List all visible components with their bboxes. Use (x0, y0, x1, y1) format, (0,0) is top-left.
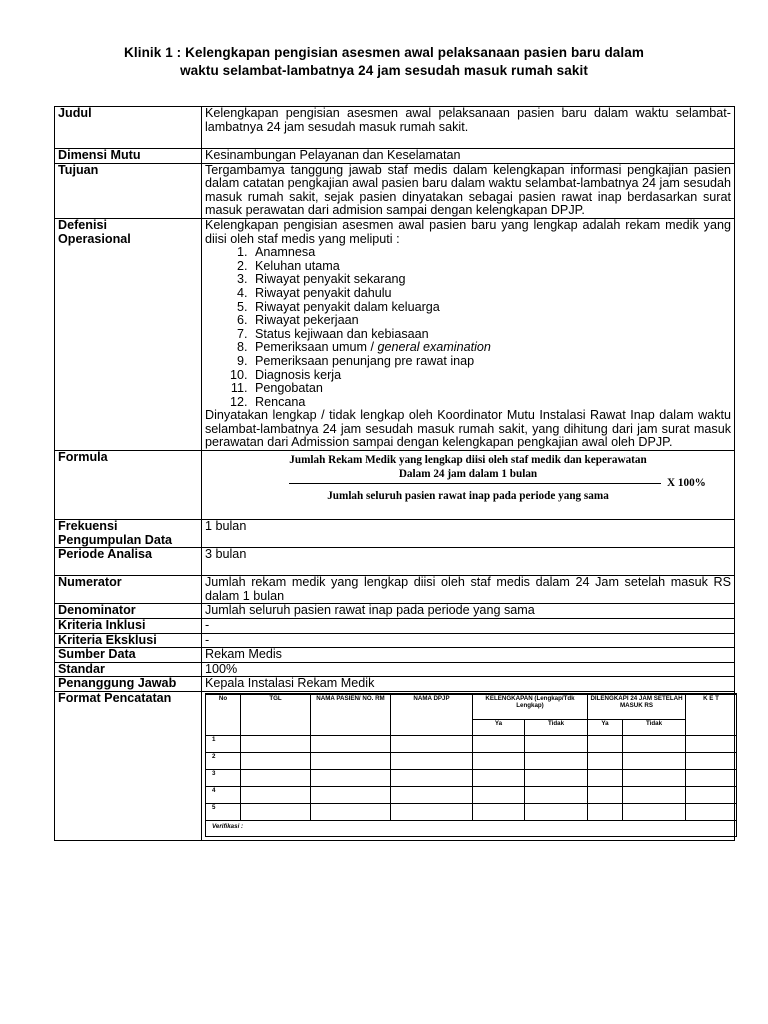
label-formula: Formula (55, 451, 202, 520)
table-cell (686, 787, 737, 804)
table-cell (391, 804, 473, 821)
table-cell (241, 787, 311, 804)
row-standar (55, 662, 735, 677)
table-cell (311, 753, 391, 770)
table-cell (686, 736, 737, 753)
list-item: 3. Riwayat penyakit sekarang (251, 273, 731, 287)
label-denominator: Denominator (55, 604, 202, 619)
table-cell (623, 787, 686, 804)
list-item: 11. Pengobatan (251, 382, 731, 396)
table-cell (473, 736, 525, 753)
label-kriteria-eksklusi: Kriteria Eksklusi (55, 633, 202, 648)
table-cell (623, 770, 686, 787)
table-cell (588, 736, 623, 753)
value-numerator: Jumlah rekam medik yang lengkap diisi oleh staf medis dalam 24 Jam setelah masuk RS dalam 1 bulan (202, 576, 735, 604)
table-cell (473, 787, 525, 804)
value-dimensi-mutu: Kesinambungan Pelayanan dan Keselamatan (202, 149, 735, 164)
value-kriteria-eksklusi: - (202, 633, 735, 648)
table-row (206, 770, 737, 787)
list-item: 9. Pemeriksaan penunjang pre rawat inap (251, 355, 731, 369)
list-item: 5. Riwayat penyakit dalam keluarga (251, 301, 731, 315)
table-row (206, 804, 737, 821)
label-definisi-line-2: Operasional (58, 231, 131, 246)
value-penanggung-jawab: Kepala Instalasi Rekam Medik (202, 677, 735, 692)
table-cell (241, 804, 311, 821)
label-standar: Standar (55, 662, 202, 677)
table-cell (525, 736, 588, 753)
label-frekuensi-line-2: Pengumpulan Data (58, 532, 173, 547)
row-kriteria-inklusi (55, 619, 735, 634)
label-judul: Judul (55, 107, 202, 149)
value-definisi-operasional (202, 218, 735, 450)
header-nama-dpjp: NAMA DPJP (391, 694, 473, 736)
row-frekuensi (55, 520, 735, 548)
label-dimensi-mutu: Dimensi Mutu (55, 149, 202, 164)
title-line-2: waktu selambat-lambatnya 24 jam sesudah masuk rumah sakit (180, 63, 588, 78)
table-cell (241, 770, 311, 787)
fraction-bar (289, 483, 661, 484)
list-item: 4. Riwayat penyakit dahulu (251, 287, 731, 301)
table-row (206, 787, 737, 804)
header-no: No (206, 694, 241, 736)
label-sumber-data: Sumber Data (55, 648, 202, 663)
header-ya-dilengkapi: Ya (588, 719, 623, 735)
label-frekuensi-line-1: Frekuensi (58, 519, 118, 534)
row-number: 5 (206, 804, 241, 821)
table-cell (588, 753, 623, 770)
table-cell (391, 787, 473, 804)
verifikasi-row (206, 821, 737, 837)
value-kriteria-inklusi: - (202, 619, 735, 634)
table-cell (241, 736, 311, 753)
row-kriteria-eksklusi (55, 633, 735, 648)
table-cell (686, 770, 737, 787)
table-cell (525, 804, 588, 821)
label-periode-analisa: Periode Analisa (55, 548, 202, 576)
table-cell (525, 753, 588, 770)
format-header-row (206, 694, 737, 719)
verifikasi-label: Verifikasi : (206, 821, 737, 837)
table-cell (311, 736, 391, 753)
table-cell (473, 804, 525, 821)
table-cell (588, 770, 623, 787)
table-row (206, 753, 737, 770)
table-cell (686, 804, 737, 821)
label-frekuensi (55, 520, 202, 548)
table-cell (623, 753, 686, 770)
row-definisi-operasional (55, 218, 735, 450)
value-format-pencatatan (202, 692, 735, 841)
formula-block (205, 451, 731, 509)
row-penanggung-jawab (55, 677, 735, 692)
table-cell (241, 753, 311, 770)
table-cell (391, 770, 473, 787)
table-cell (588, 787, 623, 804)
value-sumber-data: Rekam Medis (202, 648, 735, 663)
table-row (206, 736, 737, 753)
table-cell (311, 787, 391, 804)
label-definisi-line-1: Defenisi (58, 217, 107, 232)
table-cell (391, 753, 473, 770)
row-denominator (55, 604, 735, 619)
value-standar: 100% (202, 662, 735, 677)
label-penanggung-jawab: Penanggung Jawab (55, 677, 202, 692)
list-item (251, 341, 731, 355)
header-ya-kelengkapan: Ya (473, 719, 525, 735)
indicator-profile-table (54, 106, 735, 841)
formula-multiplier: X 100% (667, 477, 706, 490)
row-format-pencatatan (55, 692, 735, 841)
value-formula (202, 451, 735, 520)
value-judul: Kelengkapan pengisian asesmen awal pelaksanaan pasien baru dalam waktu selambat-lambatnya 24 jam sesudah masuk rumah sakit. (202, 107, 735, 149)
value-denominator: Jumlah seluruh pasien rawat inap pada periode yang sama (202, 604, 735, 619)
definisi-intro: Kelengkapan pengisian asesmen awal pasien baru yang lengkap adalah rekam medik yang diisi oleh staf medis yang meliputi : (205, 217, 731, 246)
formula-numerator-line-1: Jumlah Rekam Medik yang lengkap diisi oleh staf medik dan keperawatan (289, 454, 647, 467)
row-tujuan (55, 163, 735, 218)
header-tgl: TGL (241, 694, 311, 736)
header-ket: K E T (686, 694, 737, 736)
table-cell (623, 804, 686, 821)
formula-denominator: Jumlah seluruh pasien rawat inap pada periode yang sama (327, 490, 609, 503)
header-tidak-kelengkapan: Tidak (525, 719, 588, 735)
table-cell (686, 753, 737, 770)
list-item-text: Pemeriksaan umum / (255, 340, 378, 355)
list-item: 2. Keluhan utama (251, 260, 731, 274)
list-item: 12. Rencana (251, 396, 731, 410)
formula-numerator-line-2: Dalam 24 jam dalam 1 bulan (398, 468, 538, 481)
label-format-pencatatan: Format Pencatatan (55, 692, 202, 841)
row-number: 1 (206, 736, 241, 753)
document-title (0, 44, 768, 80)
label-tujuan: Tujuan (55, 163, 202, 218)
list-item: 7. Status kejiwaan dan kebiasaan (251, 328, 731, 342)
row-periode-analisa (55, 548, 735, 576)
header-nama-pasien: NAMA PASIEN/ NO. RM (311, 694, 391, 736)
table-cell (391, 736, 473, 753)
row-formula (55, 451, 735, 520)
definisi-closing: Dinyatakan lengkap / tidak lengkap oleh Koordinator Mutu Instalasi Rawat Inap dalam waktu selambat-lambatnya 24 jam sesudah masuk rumah sakit, yang dihitung dari jam surat masuk perawatan dari Admission sampai dengan kelengkapan pengkajian awal oleh DPJP. (205, 408, 731, 450)
value-periode-analisa: 3 bulan (202, 548, 735, 576)
header-tidak-dilengkapi: Tidak (623, 719, 686, 735)
list-item: 6. Riwayat pekerjaan (251, 314, 731, 328)
table-cell (623, 736, 686, 753)
table-cell (311, 804, 391, 821)
row-number: 3 (206, 770, 241, 787)
label-kriteria-inklusi: Kriteria Inklusi (55, 619, 202, 634)
recording-format-table (205, 693, 737, 837)
value-tujuan: Tergambamya tanggung jawab staf medis dalam kelengkapan informasi pengkajian pasien dalam catatan pengkajian awal pasien baru dalam waktu selambat-lambatnya 24 jam sesudah masuk rumah sakit, sejak pasien dinyatakan sebagai pasien rawat inap berdasarkan surat masuk perawatan dari admision sampai dengan kelengkapan DPJP. (202, 163, 735, 218)
label-numerator: Numerator (55, 576, 202, 604)
table-cell (525, 787, 588, 804)
row-number: 4 (206, 787, 241, 804)
title-line-1: Klinik 1 : Kelengkapan pengisian asesmen awal pelaksanaan pasien baru dalam (124, 45, 644, 60)
list-item-italic: general examination (377, 340, 491, 355)
header-kelengkapan: KELENGKAPAN (Lengkap/Tdk Lengkap) (473, 694, 588, 719)
table-cell (473, 753, 525, 770)
table-cell (525, 770, 588, 787)
table-cell (588, 804, 623, 821)
row-dimensi-mutu (55, 149, 735, 164)
value-frekuensi: 1 bulan (202, 520, 735, 548)
row-sumber-data (55, 648, 735, 663)
table-cell (311, 770, 391, 787)
header-dilengkapi: DILENGKAPI 24 JAM SETELAH MASUK RS (588, 694, 686, 719)
label-definisi-operasional (55, 218, 202, 450)
assessment-item-list (205, 246, 731, 409)
row-number: 2 (206, 753, 241, 770)
list-item: 1. Anamnesa (251, 246, 731, 260)
list-item: 10. Diagnosis kerja (251, 369, 731, 383)
table-cell (473, 770, 525, 787)
row-numerator (55, 576, 735, 604)
row-judul (55, 107, 735, 149)
